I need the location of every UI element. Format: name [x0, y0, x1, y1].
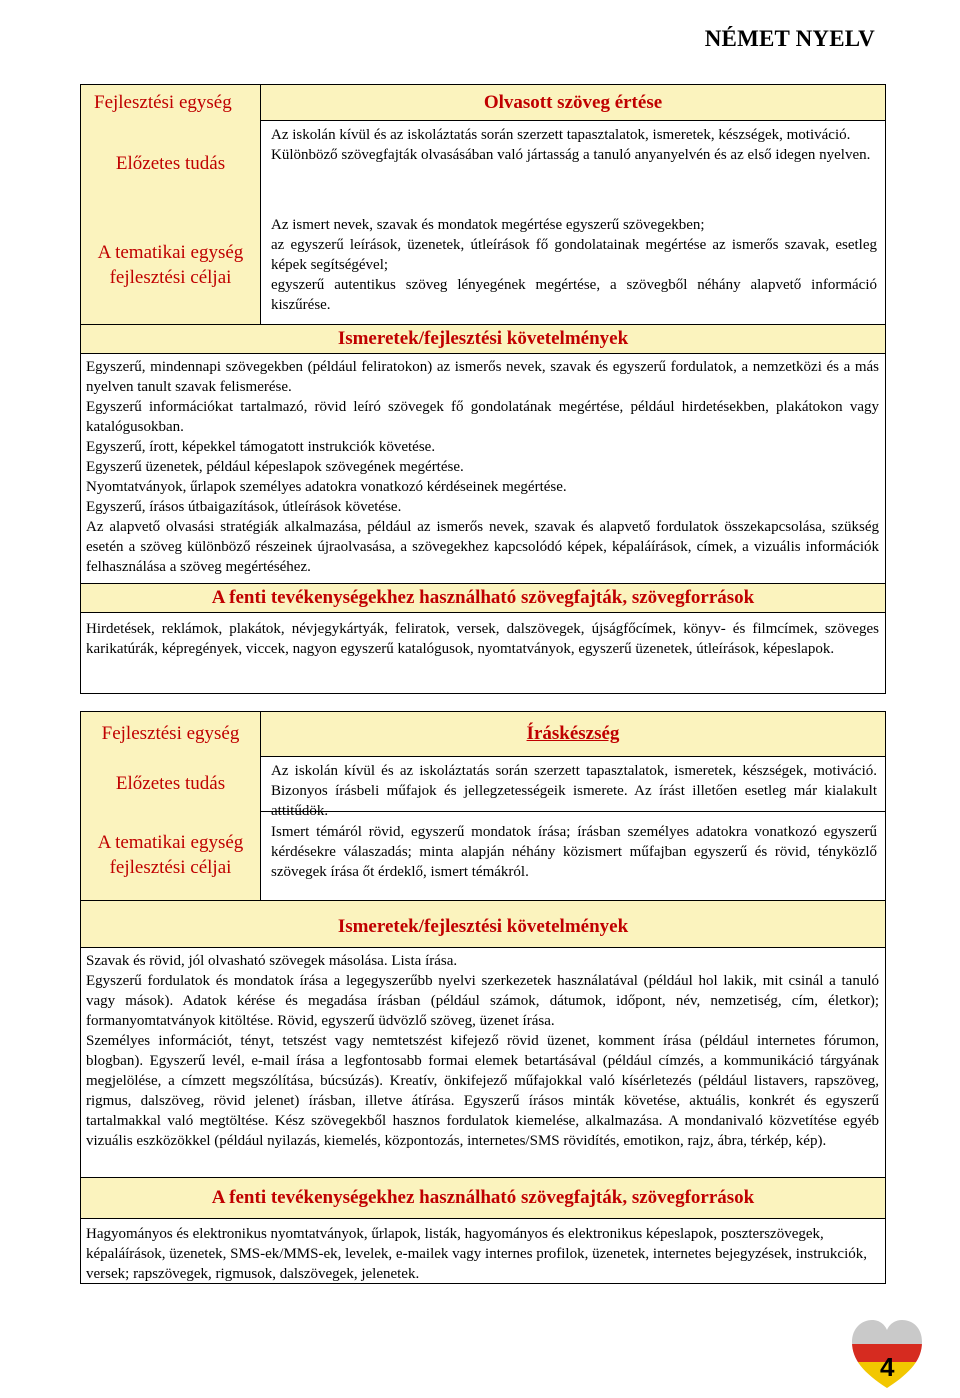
- prior-knowledge: Az iskolán kívül és az iskoláztatás során szerzett tapasztalatok, ismeretek, készségek, motiváció. Bizonyos írásbeli műfajok és jellegzetességeik ismerete. Az írást illetően esetleg már kialakult attitűdök.: [261, 756, 885, 812]
- label-prior: Előzetes tudás: [81, 756, 261, 812]
- prior-knowledge: [261, 121, 885, 207]
- goals: Ismert témáról rövid, egyszerű mondatok írása; írásban személyes adatokra vonatkozó egyszerű kérdésekre válaszadás; minta alapján néhány közismert műfajban egyszerű és rövid, tényközlő szövegek írása őt érdeklő, ismert témákról.: [271, 824, 877, 880]
- requirement-item: Az alapvető olvasási stratégiák alkalmazása, például az ismerős nevek, szavak és alapvető fordulatok összekapcsolása, szükség esetén a szöveg különböző részeinek újraolvasása, a szövegekhez kapcsolódó képek, képaláírások, címek, a vizuális információk felhasználása a szöveg megértéséhez.: [86, 519, 879, 575]
- requirements-body: [81, 948, 885, 1177]
- requirement-item: Szavak és rövid, jól olvasható szövegek másolása. Lista írása.: [86, 953, 458, 969]
- requirements-title: Ismeretek/fejlesztési követelmények: [81, 324, 885, 354]
- requirement-item: Egyszerű, írott, képekkel támogatott instrukciók követése.: [86, 439, 436, 455]
- sources-title: A fenti tevékenységekhez használható szövegfajták, szövegforrások: [81, 583, 885, 613]
- requirement-item: Személyes információt, tényt, tetszést vagy nemtetszést kifejező rövid üzenet, komment írása (például internetes fórumon, blogban). Egyszerű levél, e-mail írása a legfontosabb formai elemek betartásával (például címzés, a kommunikáció tárgyának megjelölése, a címzett megszólítása, búcsúzás). Kreatív, önkifejező műfajokkal való kísérletezés (például listavers, rapszöveg, rigmus, dalszöveg, rövid jelenet) írásban, illetve átírása. Egyszerű írásos minták követése, aktuális, konkrét és egyszerű tartalmakkal való megtöltése. Kész szövegekből hasznos fordulatok kiemelése, alkalmazása. A mondanivaló közvetítése egyéb vizuális eszközökkel (például nyilazás, kiemelés, központozás, internetes/SMS rövidítés, emotikon, rajz, ábra, térkép, kép).: [86, 1033, 879, 1149]
- heart-flag-icon: [850, 1318, 924, 1390]
- label-goals: A tematikai egység fejlesztési céljai: [81, 207, 261, 324]
- unit-title: [261, 712, 885, 756]
- requirement-item: Egyszerű, írásos útbaigazítások, útleírások követése.: [86, 499, 402, 515]
- unit-title-text: Íráskészség: [526, 723, 620, 744]
- section-reading-top: [81, 85, 885, 324]
- page-number: 4: [880, 1352, 895, 1382]
- page-header-title: NÉMET NYELV: [704, 26, 875, 51]
- unit-title: [261, 85, 885, 121]
- requirements-title: Ismeretek/fejlesztési követelmények: [81, 900, 885, 948]
- goal-line: egyszerű autentikus szöveg lényegének megértése, a szövegből néhány alapvető információ kiszűrése.: [271, 277, 877, 313]
- requirement-item: Egyszerű, mindennapi szövegekben (például feliratokon) az ismerős nevek, szavak és egyszerű fordulatok, a nemzetközi és a más nyelven tanult szavak felismerése.: [86, 359, 879, 395]
- section-reading: [80, 84, 886, 694]
- label-unit: Fejlesztési egység: [81, 85, 261, 121]
- unit-title-text: Olvasott szöveg értése: [483, 92, 663, 113]
- label-goals: A tematikai egység fejlesztési céljai: [81, 812, 261, 900]
- goal-line: Az ismert nevek, szavak és mondatok megértése egyszerű szövegekben;: [271, 217, 705, 233]
- section-writing-top: [81, 712, 885, 900]
- goals: [261, 207, 885, 324]
- requirement-item: Nyomtatványok, űrlapok személyes adatokra vonatkozó kérdéseinek megértése.: [86, 479, 567, 495]
- requirement-item: Egyszerű üzenetek, például képeslapok szövegének megértése.: [86, 459, 464, 475]
- sources-title: A fenti tevékenységekhez használható szövegfajták, szövegforrások: [81, 1177, 885, 1219]
- goal-line: az egyszerű leírások, üzenetek, útleírások fő gondolatainak megértése az ismerős szavak, esetleg képek segítségével;: [271, 237, 877, 273]
- label-prior: Előzetes tudás: [81, 121, 261, 207]
- label-unit: Fejlesztési egység: [81, 712, 261, 756]
- prior-line: Különböző szövegfajták olvasásában való jártasság a tanuló anyanyelvén és az első idegen nyelven.: [271, 147, 871, 163]
- prior-line: Az iskolán kívül és az iskoláztatás során szerzett tapasztalatok, ismeretek, készségek, motiváció.: [271, 127, 851, 143]
- sources-body: Hirdetések, reklámok, plakátok, névjegykártyák, feliratok, versek, dalszövegek, újságfőcímek, könyv- és filmcímek, szöveges karikatúrák, képregények, viccek, nagyon egyszerű katalógusok, nyomtatványok, egyszerű üzenetek, útleírások, képeslapok.: [86, 621, 879, 657]
- requirement-item: Egyszerű fordulatok és mondatok írása a legegyszerűbb nyelvi szerkezetek használatával (például hol lakik, mit csinál a tanuló vagy mások). Adatok kérése és megadása írásban (például számok, dátumok, időpont, név, nemzetiség, cím, életkor); formanyomtatványok kitöltése. Rövid, egyszerű üdvözlő szöveg, üzenet írása.: [86, 973, 879, 1029]
- sources-body: Hagyományos és elektronikus nyomtatványok, űrlapok, listák, hagyományos és elektronikus képeslapok, poszterszövegek, képaláírások, üzenetek, SMS-ek/MMS-ek, levelek, e-mailek vagy internes profilok, üzenetek, internetes bejegyzések, instrukciók, versek; rapszövegek, rigmusok, dalszövegek, jelenetek.: [86, 1226, 867, 1282]
- requirement-item: Egyszerű információkat tartalmazó, rövid leíró szövegek fő gondolatának megértése, például hirdetésekben, plakátokon vagy katalógusokban.: [86, 399, 879, 435]
- section-writing: [80, 711, 886, 1284]
- requirements-body: [81, 354, 885, 583]
